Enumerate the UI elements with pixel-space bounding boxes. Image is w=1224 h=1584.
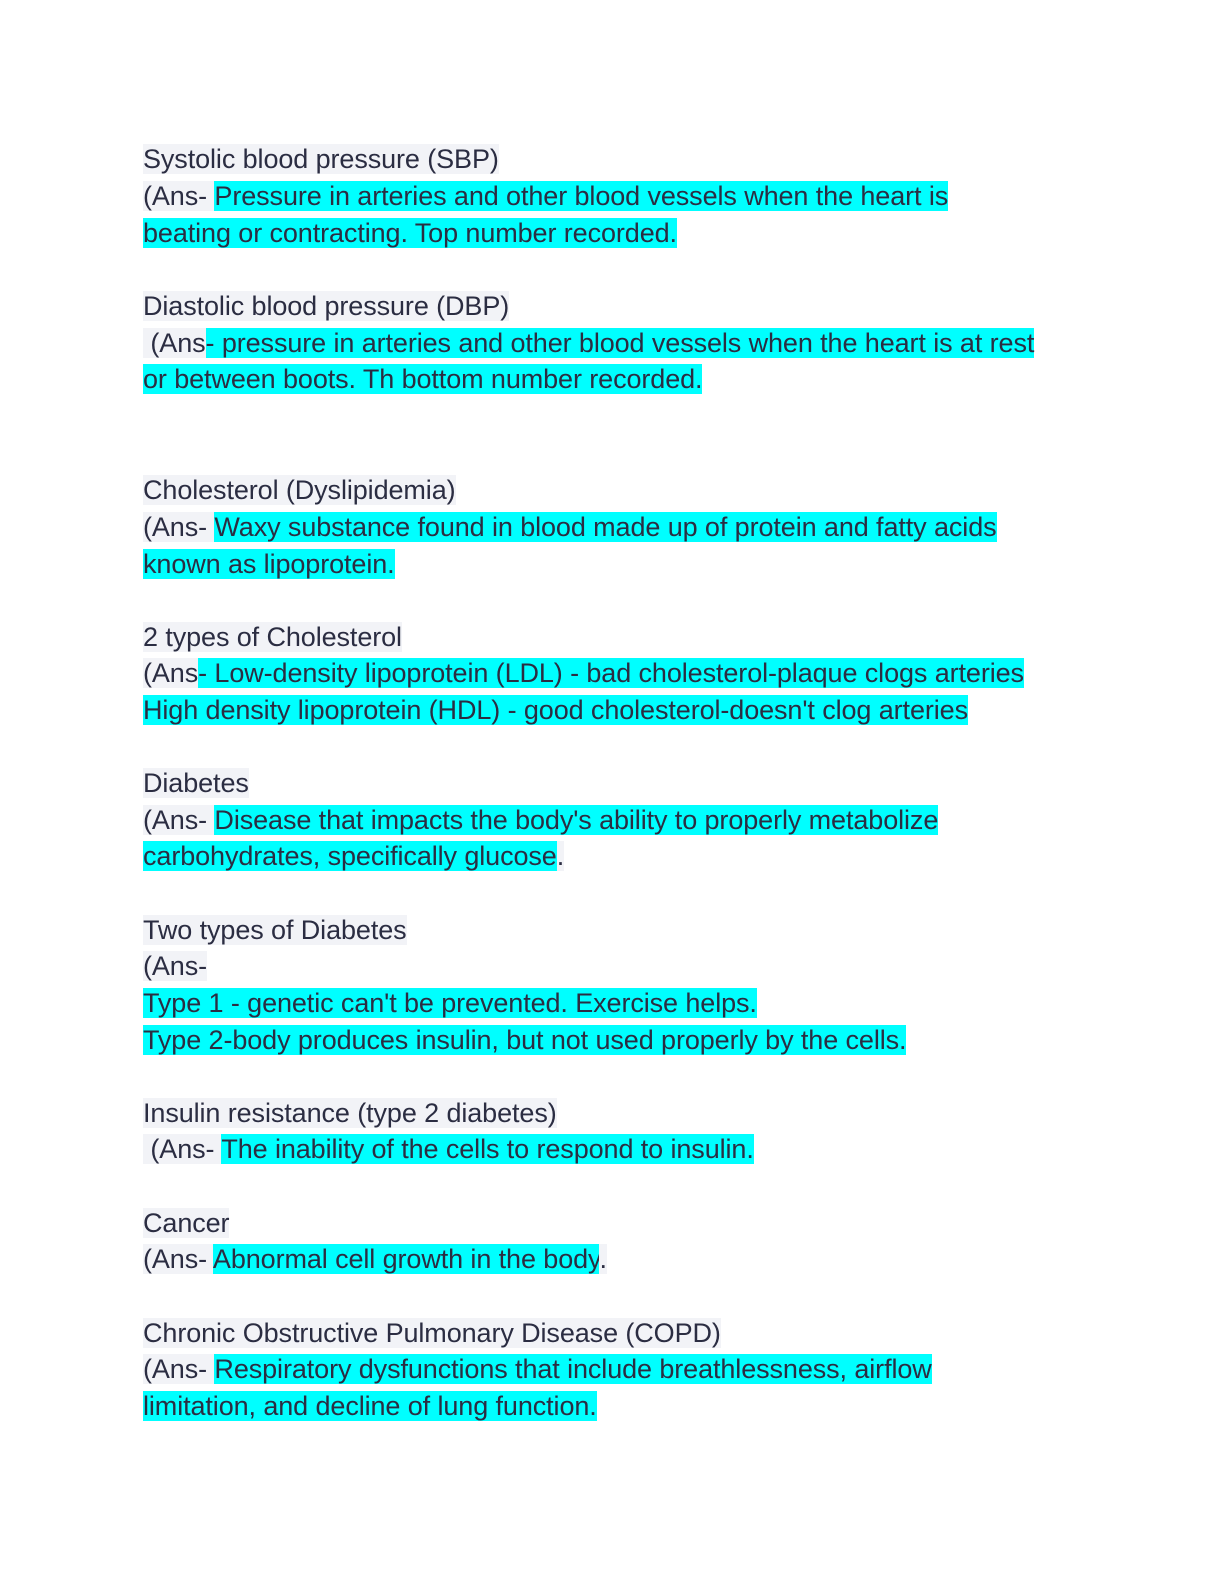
term-diastolic-bp [143,288,509,324]
answer-prefix: (Ans [143,658,199,688]
answer-highlight: Waxy substance found in blood made up of protein and fatty acids [214,512,997,542]
answer-line [143,692,968,728]
answer-highlight: carbohydrates, specifically glucose [143,841,557,871]
answer-highlight: - Low-density lipoprotein (LDL) - bad cholesterol-plaque clogs arteries [198,658,1024,688]
answer-line [143,509,997,545]
answer-highlight: Type 2-body produces insulin, but not used properly by the cells. [143,1025,907,1055]
answer-highlight: Disease that impacts the body's ability to properly metabolize [214,805,939,835]
answer-prefix: (Ans [143,328,206,358]
answer-line [143,1388,597,1424]
term-text: 2 types of Cholesterol [143,622,402,652]
answer-line [143,802,938,838]
answer-line [143,948,207,984]
answer-highlight: The inability of the cells to respond to insulin. [221,1134,754,1164]
term-text: Insulin resistance (type 2 diabetes) [143,1098,557,1128]
term-text: Two types of Diabetes [143,915,407,945]
answer-line [143,325,1034,361]
answer-highlight: known as lipoprotein. [143,549,395,579]
answer-line [143,985,757,1021]
answer-highlight: beating or contracting. Top number recorded. [143,218,677,248]
answer-prefix: (Ans- [143,1134,222,1164]
answer-prefix: (Ans- [143,1244,213,1274]
answer-highlight: limitation, and decline of lung function. [143,1391,597,1421]
answer-tail: . [599,1244,607,1274]
answer-prefix: (Ans- [143,805,215,835]
answer-line [143,215,677,251]
answer-line [143,1022,906,1058]
answer-highlight: Pressure in arteries and other blood vessels when the heart is [214,181,949,211]
term-text: Systolic blood pressure (SBP) [143,144,499,174]
answer-line [143,1241,607,1277]
answer-prefix: (Ans- [143,181,215,211]
term-text: Chronic Obstructive Pulmonary Disease (COPD) [143,1318,721,1348]
term-cancer [143,1205,229,1241]
answer-line [143,838,564,874]
answer-line [143,178,948,214]
answer-line [143,361,702,397]
term-copd [143,1315,721,1351]
answer-prefix: (Ans- [143,951,208,981]
answer-highlight: High density lipoprotein (HDL) - good cholesterol-doesn't clog arteries [143,695,968,725]
answer-highlight: Type 1 - genetic can't be prevented. Exercise helps. [143,988,757,1018]
answer-line [143,655,1024,691]
term-diabetes [143,765,249,801]
answer-prefix: (Ans- [143,512,215,542]
answer-line [143,1131,754,1167]
answer-prefix: (Ans- [143,1354,215,1384]
answer-line [143,546,395,582]
term-text: Cancer [143,1208,230,1238]
term-diabetes-types [143,912,407,948]
term-cholesterol-types [143,619,402,655]
term-text: Diastolic blood pressure (DBP) [143,291,510,321]
answer-tail: . [556,841,565,871]
term-insulin-resistance [143,1095,557,1131]
answer-highlight: - pressure in arteries and other blood vessels when the heart is at rest [205,328,1035,358]
answer-highlight: or between boots. Th bottom number recorded. [143,364,703,394]
answer-highlight: Respiratory dysfunctions that include breathlessness, airflow [214,1354,932,1384]
answer-highlight: Abnormal cell growth in the body [212,1244,600,1274]
term-cholesterol [143,472,456,508]
term-systolic-bp [143,141,499,177]
term-text: Cholesterol (Dyslipidemia) [143,475,456,505]
term-text: Diabetes [143,768,249,798]
answer-line [143,1351,932,1387]
